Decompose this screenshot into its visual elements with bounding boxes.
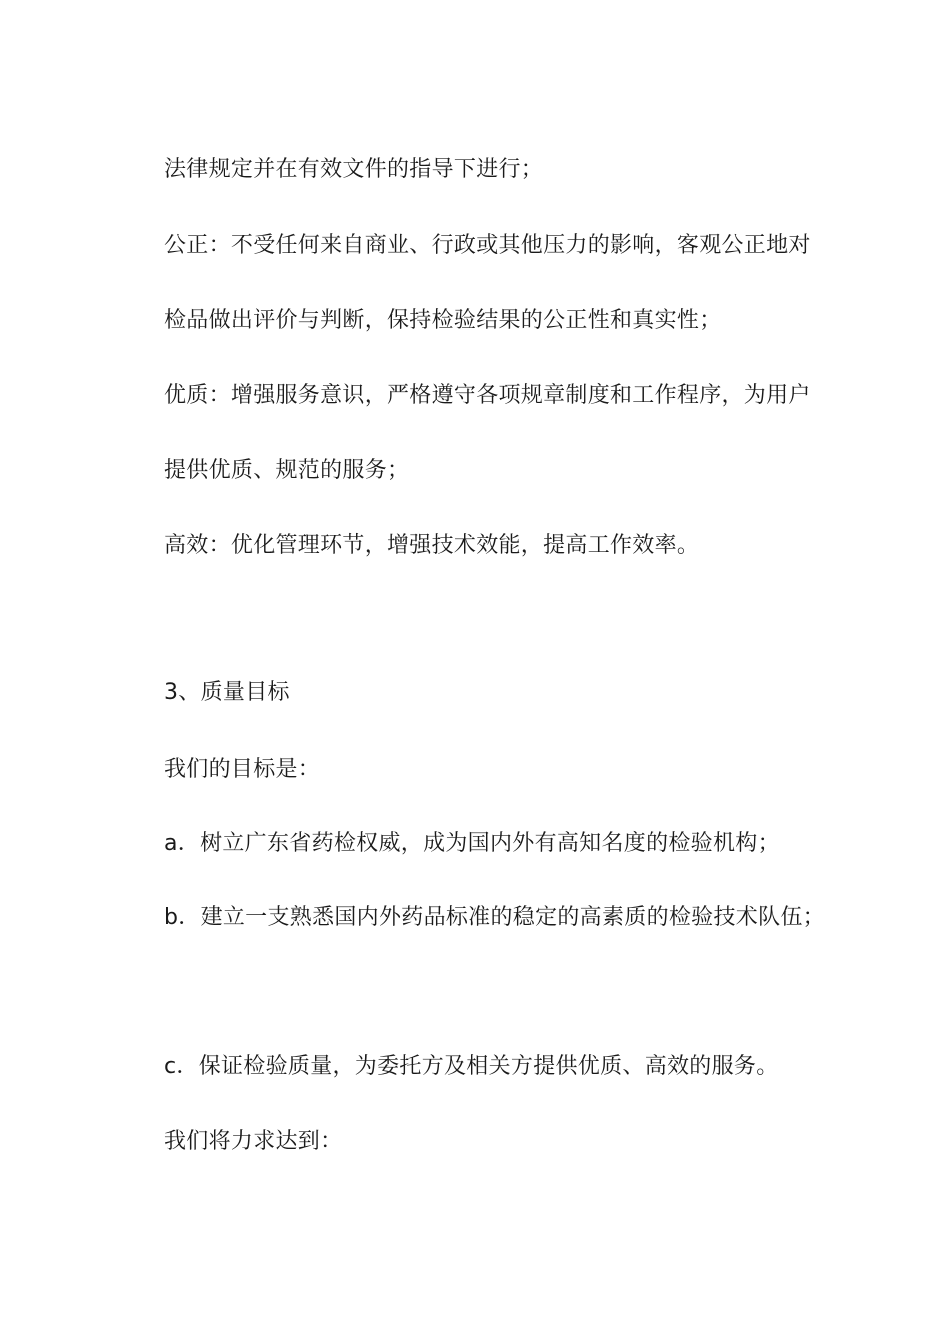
list-item-goal-b: b．建立一支熟悉国内外药品标准的稳定的高素质的检验技术队伍； — [164, 905, 825, 930]
list-item-goal-a: a．树立广东省药检权威，成为国内外有高知名度的检验机构； — [164, 831, 780, 856]
paragraph-efficiency: 高效：优化管理环节，增强技术效能，提高工作效率。 — [164, 533, 700, 558]
paragraph-quality-service-continued: 提供优质、规范的服务； — [164, 458, 410, 483]
list-item-goal-c: c．保证检验质量，为委托方及相关方提供优质、高效的服务。 — [164, 1054, 779, 1079]
section-heading-quality-goals: 3、质量目标 — [164, 680, 290, 705]
paragraph-impartiality: 公正：不受任何来自商业、行政或其他压力的影响，客观公正地对 — [164, 233, 811, 258]
paragraph-goals-intro: 我们的目标是： — [164, 757, 321, 782]
paragraph-legal-compliance: 法律规定并在有效文件的指导下进行； — [164, 157, 544, 182]
paragraph-impartiality-continued: 检品做出评价与判断，保持检验结果的公正性和真实性； — [164, 308, 722, 333]
paragraph-quality-service: 优质：增强服务意识，严格遵守各项规章制度和工作程序，为用户 — [164, 383, 811, 408]
paragraph-strive-to-achieve: 我们将力求达到： — [164, 1129, 343, 1154]
